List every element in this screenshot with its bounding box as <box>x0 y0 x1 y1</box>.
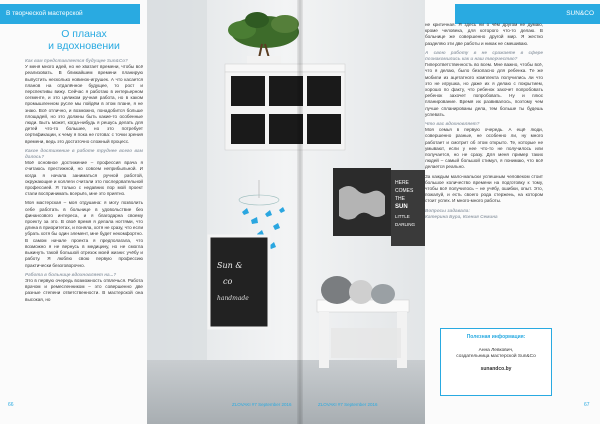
headline-line-2: и вдохновении <box>48 40 120 52</box>
paragraph <box>25 200 143 268</box>
answer: У меня много идей, но не хватает времени, чтобы всё реализовать. В ближайшем времени планирую выпустить несколько новинок-игрушек. А что касается планов на отдалённое будущее, то рост и перспективы вижу. Сейчас я работаю в интерьерном сегменте, и это целиком ручная работа, но в каком промышленном русле мы пойдём в этом плане, я не знаю. Всё отлично, и возможно, понадобится больше площадей, но это должны быть какие-то особенные люди. Быть может, когда-нибудь я решусь делать для детей что-то большее, но это потребует сертификации, к чему я пока не готова: с точки зрения времени, ведь это достаточно сложный процесс. <box>25 64 143 144</box>
question: Какое достижение в работе труднее всего вам далось? <box>25 147 143 160</box>
info-box-name: Анна Левкович, <box>478 348 514 353</box>
question: А свою работу в не сражаете в сфере познакомились как и наш творчество? <box>425 49 543 62</box>
paragraph <box>425 50 543 118</box>
answer: За каждым мало-мальски успешным человеком стоит большое количество времени на подготовку к тому, чтобы всё получилось – не учёбу, ошибки, опыт. Это, пожалуй, и есть своего рода стержень, на котором стоит успех. И много-много работы. <box>425 173 543 204</box>
poster-text-line-2: COMES <box>395 188 414 194</box>
paragraph <box>25 272 143 303</box>
question: Что вас вдохновляет? <box>425 121 480 127</box>
left-text-column <box>25 22 143 306</box>
page-gutter <box>297 0 303 424</box>
section-header-bar <box>0 4 140 24</box>
answer: Гиперответственность во всем. Мне важно, чтобы всё, что я делаю, было безопасно для ребенка. Те же мобили из ацетатного комплекта получились ли что это не игрушка, но даже их я делаю с покрытием, хорошо по факту, что ребенок захочет попробовать ребенок захочет попробовать. Ну и плюс планирование. Время их развивалось, поэтому чем лучше спланированы дела, тем больше ты будешь успевать. <box>425 62 543 117</box>
footer-right: ZLOVAKI #7 September 2016 <box>318 402 378 407</box>
section-header-text: В творческой мастерской <box>6 10 83 17</box>
paragraph <box>25 148 143 198</box>
page-number-left: 66 <box>8 402 14 408</box>
info-box-title: Полезная информация: <box>466 334 526 340</box>
answer: не критичная. Я здесь ни о чём другом не думаю, кроме человека, для которого что-то делаю. В больнице же совершенно другой мир. Я жестко разделяю эти две работы и никак не смешиваю. <box>425 22 543 46</box>
paragraph <box>25 58 143 145</box>
answer: Моя мастерская – моя отдушина: я могу позволить себе работать в больнице в удовольствие без финансового интереса, и я благодарна своему проекту за это. В своё время я делала ногтями, что длина в приоритетах, и поняла, хотя не сразу, что если убрать хотя бы один элемент, мне будет некомфортно. В самом начале проекта я предполагала, что возможно я не вернусь в медицину, но не смогла выкинуть такой большой отрезок моей жизни: учёбу и работу. Я люблю свою первую профессию практически безоговорочно. <box>25 200 144 268</box>
info-box <box>440 328 552 396</box>
paragraph <box>425 121 543 171</box>
article-headline <box>25 28 143 52</box>
chalkboard-text-line-2: co <box>223 277 233 286</box>
page-number-right: 67 <box>584 402 590 408</box>
poster-text-line-3: THE <box>395 196 405 202</box>
answer: Моё основное достижение – профессия врача я считаюсь престижной, но совсем неприбыльной. И когда я начала заниматься ручной работой, окружающие и коллеги считали это последовательной профессией. Я только с недавних пор мой проект стали воспринимать всерьёз, мне это приятно. <box>25 160 143 197</box>
answer: Это в первую очередь возможность отвлечься. Работа врачом и ремесленником – это совершенно две разные степени ответственности. В мастерской она высокая, но <box>25 277 143 302</box>
brand-header-bar <box>455 4 600 24</box>
answer: Моя семья в первую очередь. А ещё люди, совершенно разные, не особенно ли, ну много работает и смотрит об этом открыто. Те, которые не умывают, если у нее что-то не получилось или получается, но не сразу. Для меня пример таких людей – самый большой стимул, я понимаю, что всё делается реально. <box>425 127 543 170</box>
info-box-role: создательница мастерской Sun&Co <box>456 354 536 359</box>
chalkboard-text-line-1: Sun & <box>217 261 243 270</box>
poster-text-line-1: HERE <box>395 180 409 186</box>
paragraph <box>425 22 543 47</box>
poster-text-line-5: LITTLE <box>395 214 410 219</box>
poster-text-line-6: DARLING <box>395 222 416 227</box>
info-box-website-link[interactable]: sunandco.by <box>480 366 512 372</box>
paragraph <box>425 174 543 205</box>
workshop-photo-illustration <box>147 0 425 424</box>
workshop-photo <box>147 0 425 424</box>
brand-header-text: SUN&CO <box>566 10 594 17</box>
question: Вопросы задавала: <box>425 207 470 213</box>
answer: Катерина Бура, Ксения Семина <box>425 213 498 219</box>
footer-left: ZLOVAKI #7 September 2016 <box>232 402 292 407</box>
question: Как вам представляется будущее Sun&Co? <box>25 58 128 63</box>
paragraph <box>425 208 543 220</box>
poster-text-line-4: SUN <box>395 204 408 210</box>
question: Работа в больнице вдохновляет на...? <box>25 271 117 277</box>
chalkboard-text-line-3: handmade <box>217 295 249 302</box>
right-text-column <box>425 22 543 223</box>
headline-line-1: О планах <box>61 28 107 40</box>
